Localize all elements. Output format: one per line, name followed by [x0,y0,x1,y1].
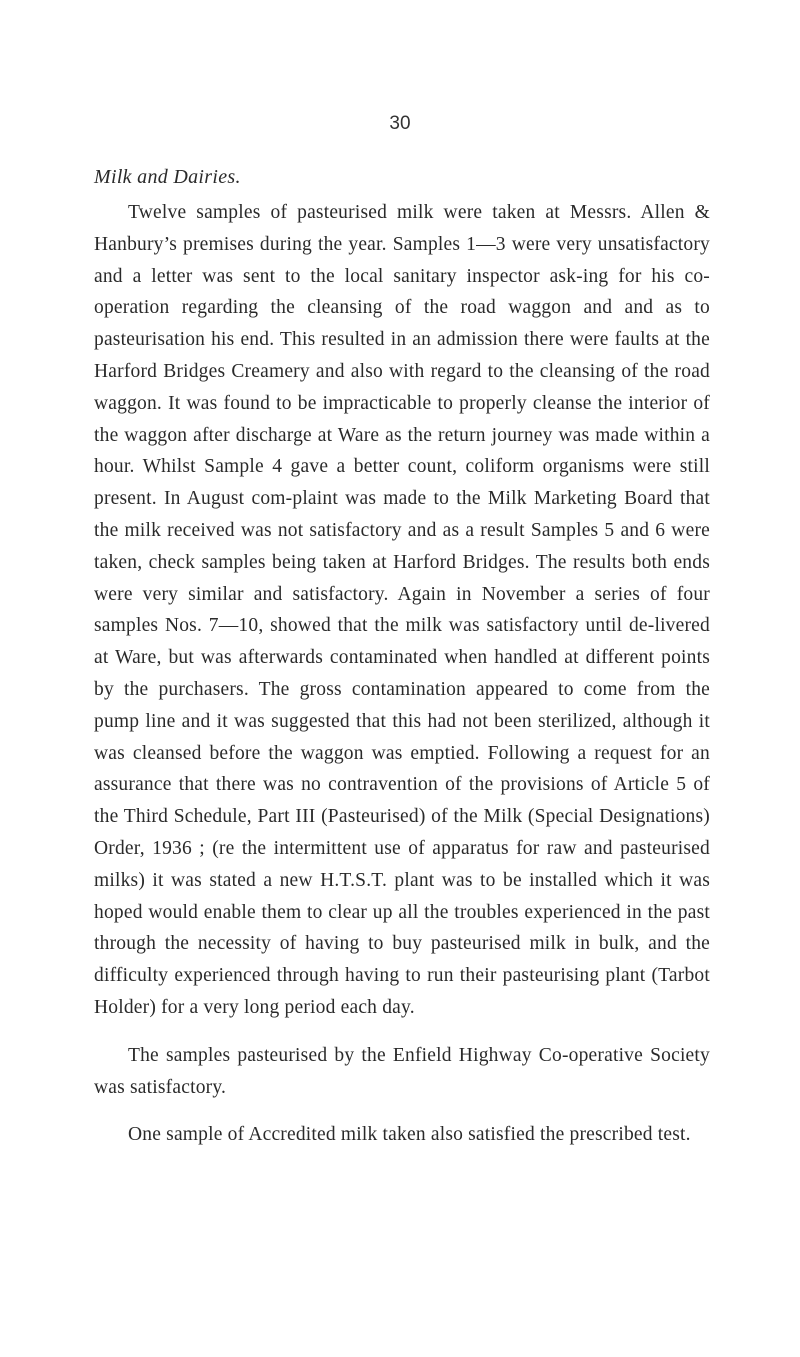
section-heading: Milk and Dairies. [94,166,241,188]
page-number: 30 [389,113,411,134]
paragraph-accredited-milk: One sample of Accredited milk taken also satisfied the prescribed test. [128,1124,691,1146]
paragraph-pasteurised-samples: Twelve samples of pasteurised milk were taken at Messrs. Allen & Hanbury’s premises during the year. Samples 1—3 were very unsatisfactory and a letter was sent to the local sanitary inspector ask-ing for his co-operation regarding the cleansing of the road waggon and and as to pasteurisation his end. This resulted in an admission there were faults at the Harford Bridges Creamery and also with regard to the cleansing of the road waggon. It was found to be impracticable to properly cleanse the interior of the waggon after discharge at Ware as the return journey was made within a hour. Whilst Sample 4 gave a better count, coliform organisms were still present. In August com-plaint was made to the Milk Marketing Board that the milk received was not satisfactory and as a result Samples 5 and 6 were taken, check samples being taken at Harford Bridges. The results both ends were very similar and satisfactory. Again in November a series of four samples Nos. 7—10, showed that the milk was satisfactory until de-livered at Ware, but was afterwards contaminated when handled at different points by the purchasers. The gross contamination appeared to come from the pump line and it was suggested that this had not been sterilized, although it was cleansed before the waggon was emptied. Following a request for an assurance that there was no contravention of the provisions of Article 5 of the Third Schedule, Part III (Pasteurised) of the Milk (Special Designations) Order, 1936 ; (re the intermittent use of apparatus for raw and pasteurised milks) it was stated a new H.T.S.T. plant was to be installed which it was hoped would enable them to clear up all the troubles experienced in the past through the necessity of having to buy pasteurised milk in bulk, and the difficulty experienced through having to run their pasteurising plant (Tarbot Holder) for a very long period each day. [94,202,710,1018]
paragraph-enfield-society: The samples pasteurised by the Enfield Highway Co-operative Society was satisfactory. [94,1044,710,1098]
body-text [94,197,710,1151]
